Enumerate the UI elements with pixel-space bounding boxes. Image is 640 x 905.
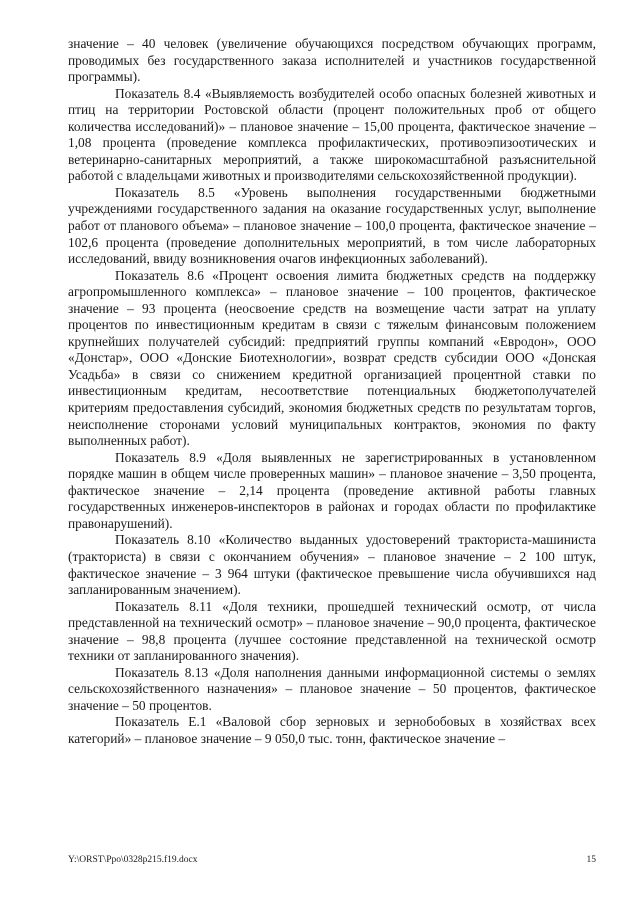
document-page — [68, 36, 596, 748]
paragraph-indicator-8-9: Показатель 8.9 «Доля выявленных не зарегистрированных в установленном порядке машин в общем числе проверенных машин» – плановое значение – 3,50 процента, фактическое значение – 2,14 процента (проведение активной работы главных государственных инженеров-инспекторов в районах и городах области по профилактике правонарушений). — [68, 449, 596, 531]
paragraph-continuation: значение – 40 человек (увеличение обучающихся посредством обучающих программ, проводимых без государственного заказа исполнителей и участников государственной программы). — [68, 36, 596, 85]
paragraph-indicator-8-10: Показатель 8.10 «Количество выданных удостоверений тракториста-машиниста (тракториста) в связи с окончанием обучения» – плановое значение – 2 100 штук, фактическое значение – 3 964 штуки (фактическое превышение числа обучившихся над запланированным значением). — [68, 532, 596, 598]
paragraph-indicator-8-4: Показатель 8.4 «Выявляемость возбудителей особо опасных болезней животных и птиц на территории Ростовской области (процент положительных проб от общего количества исследований)» – плановое значение – 15,00 процента, фактическое значение – 1,08 процента (проведение комплекса профилактических, противоэпизоотических и ветеринарно-санитарных мероприятий, а также широкомасштабной разъяснительной работой с владельцами животных и производителями сельскохозяйственной продукции). — [68, 85, 596, 184]
footer-file-path: Y:\ORST\Ppo\0328p215.f19.docx — [68, 855, 198, 865]
paragraph-indicator-8-6: Показатель 8.6 «Процент освоения лимита бюджетных средств на поддержку агропромышленного комплекса» – плановое значение – 100 процентов, фактическое значение – 93 процента (неосвоение средств на возмещение части затрат на уплату процентов по инвестиционным кредитам в связи с тяжелым финансовым положением крупнейших получателей субсидий: предприятий группы компаний «Евродон», ООО «Донстар», ООО «Донские Биотехнологии», возврат средств субсидии ООО «Донская Усадьба» в связи со снижением кредитной организацией процентной ставки по инвестиционным кредитам, несоответствие потенциальных бюджетополучателей критериям предоставления субсидий, экономия бюджетных средств по результатам торгов, неисполнение сторонами условий муниципальных контрактов, экономия по факту выполненных работ). — [68, 267, 596, 449]
paragraph-indicator-e-1: Показатель Е.1 «Валовой сбор зерновых и зернобобовых в хозяйствах всех категорий» – плановое значение – 9 050,0 тыс. тонн, фактическое значение – — [68, 714, 596, 746]
paragraph-indicator-8-13: Показатель 8.13 «Доля наполнения данными информационной системы о землях сельскохозяйственного назначения» – плановое значение – 50 процентов, фактическое значение – 50 процентов. — [68, 664, 596, 713]
paragraph-indicator-8-5: Показатель 8.5 «Уровень выполнения государственными бюджетными учреждениями государственного задания на оказание государственных услуг, выполнение работ от планового объема» – плановое значение – 100,0 процента, фактическое значение – 102,6 процента (проведение дополнительных мероприятий, в том числе лабораторных исследований, ввиду возникновения очагов инфекционных заболеваний). — [68, 184, 596, 267]
footer-page-number: 15 — [586, 855, 596, 865]
paragraph-indicator-8-11: Показатель 8.11 «Доля техники, прошедшей технический осмотр, от числа представленной на технический осмотр» – плановое значение – 90,0 процента, фактическое значение – 98,8 процента (лучшее состояние представленной на технической осмотр техники от запланированного значения). — [68, 598, 596, 664]
